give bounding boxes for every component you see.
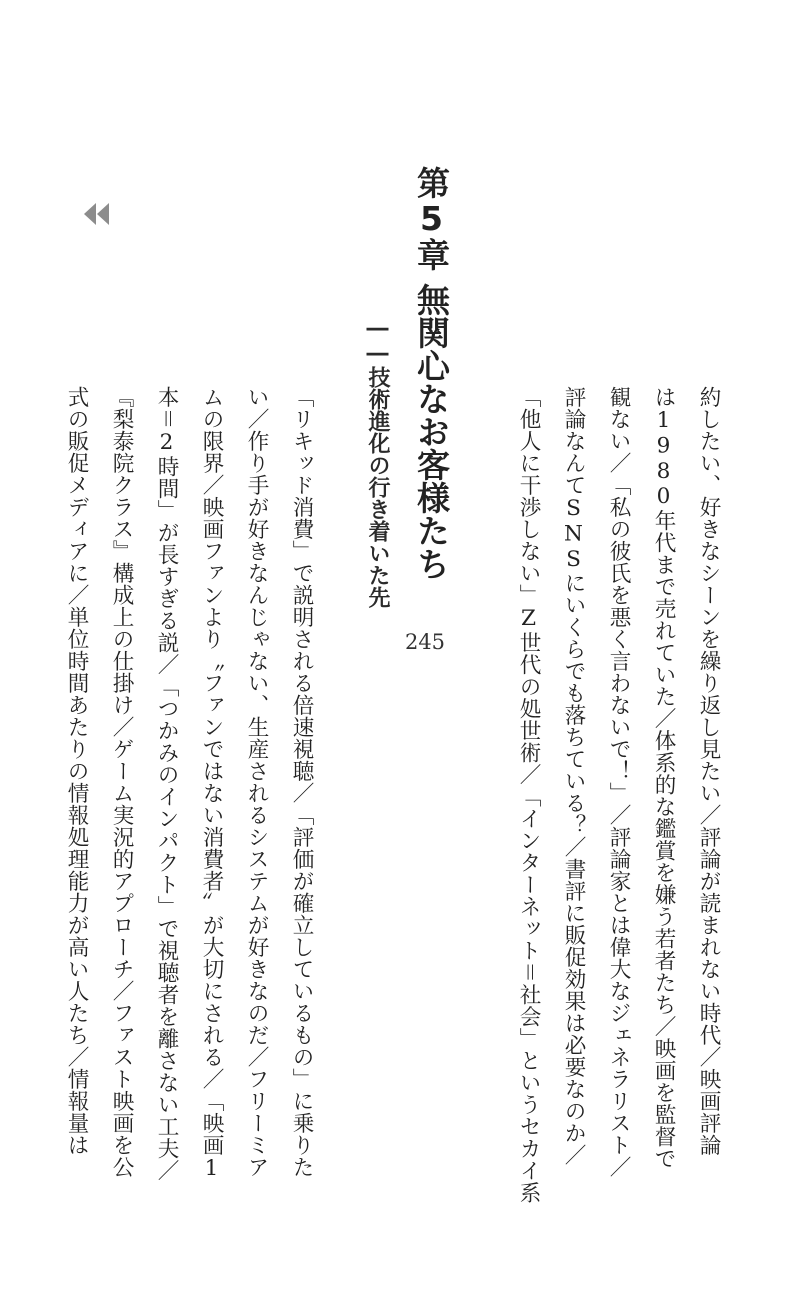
toc-line: 評論なんてSNSにいくらでも落ちている？／書評に販促効果は必要なのか／ bbox=[561, 386, 586, 1167]
toc-line: 『梨泰院クラス』構成上の仕掛け／ゲーム実況的アプローチ／ファスト映画を公 bbox=[109, 386, 134, 1178]
toc-line: 観ない／「私の彼氏を悪く言わないで！」／評論家とは偉大なジェネラリスト／ bbox=[606, 386, 631, 1178]
toc-line: ムの限界／映画ファンより〝ファンではない消費者〟が大切にされる／「映画1 bbox=[199, 386, 224, 1182]
toc-line: 式の販促メディアに／単位時間あたりの情報処理能力が高い人たち／情報量は bbox=[64, 386, 89, 1156]
chapter-title: 無関心なお客様たち bbox=[412, 283, 451, 580]
toc-line: 「他人に干渉しない」Z世代の処世術／「インターネット＝社会」というセカイ系 bbox=[516, 386, 541, 1204]
chapter-subtitle: ――技術進化の行き着いた先 bbox=[365, 316, 390, 608]
double-chevron-left-icon[interactable] bbox=[84, 203, 110, 225]
toc-line: 約したい、好きなシーンを繰り返し見たい／評論が読まれない時代／映画評論 bbox=[696, 386, 721, 1156]
toc-line: 本＝2時間」が長すぎる説／「つかみのインパクト」で視聴者を離さない工夫／ bbox=[154, 386, 179, 1182]
toc-line: は1980年代まで売れていた／体系的な鑑賞を嫌う若者たち／映画を監督で bbox=[651, 386, 676, 1170]
toc-line: 「リキッド消費」で説明される倍速視聴／「評価が確立しているもの」に乗りた bbox=[289, 386, 314, 1178]
chapter-label: 第5章 bbox=[412, 166, 451, 271]
toc-line: い／作り手が好きなんじゃない、生産されるシステムが好きなのだ／フリーミア bbox=[244, 386, 269, 1178]
page-number: 245 bbox=[404, 630, 446, 654]
